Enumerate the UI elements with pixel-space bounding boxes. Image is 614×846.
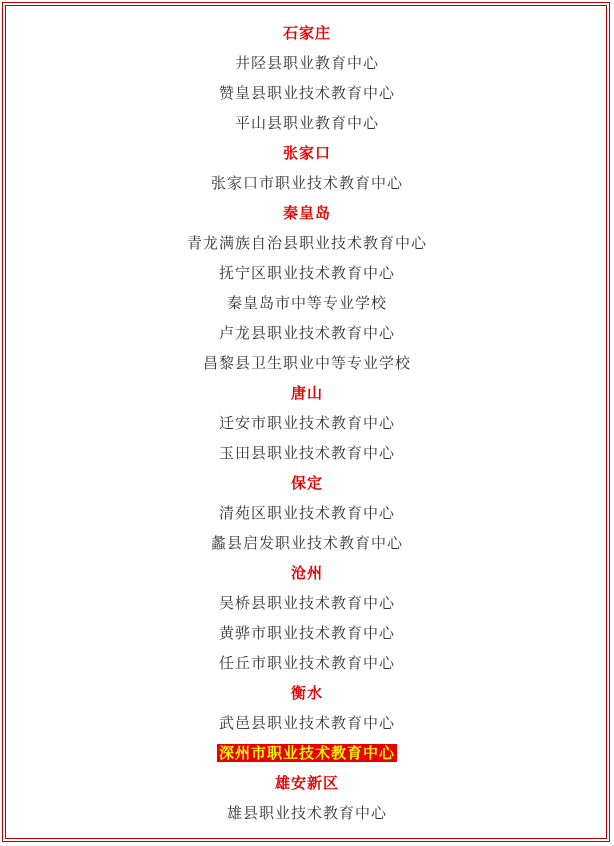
school-item: 玉田县职业技术教育中心: [218, 444, 395, 462]
school-item: 张家口市职业技术教育中心: [210, 174, 403, 192]
school-item: 井陉县职业教育中心: [234, 54, 379, 72]
city-heading: 秦皇岛: [282, 204, 331, 222]
highlighted-school-row: [0, 738, 614, 768]
school-item: 卢龙县职业技术教育中心: [218, 324, 395, 342]
school-item: 武邑县职业技术教育中心: [218, 714, 395, 732]
school-item: 蠡县启发职业技术教育中心: [210, 534, 403, 552]
school-item: 秦皇岛市中等专业学校: [226, 294, 387, 312]
city-heading: 保定: [290, 474, 323, 492]
city-heading: 张家口: [282, 144, 331, 162]
school-item: 赞皇县职业技术教育中心: [218, 84, 395, 102]
school-item: 抚宁区职业技术教育中心: [218, 264, 395, 282]
school-item: 黄骅市职业技术教育中心: [218, 624, 395, 642]
city-heading: 衡水: [290, 684, 323, 702]
city-heading: 石家庄: [282, 24, 331, 42]
city-heading: 雄安新区: [274, 774, 339, 792]
city-heading: 唐山: [290, 384, 323, 402]
school-item: 迁安市职业技术教育中心: [218, 414, 395, 432]
city-heading: 沧州: [290, 564, 323, 582]
school-list: [0, 18, 614, 828]
school-item: 青龙满族自治县职业技术教育中心: [186, 234, 427, 252]
school-item: 雄县职业技术教育中心: [226, 804, 387, 822]
school-item: 清苑区职业技术教育中心: [218, 504, 395, 522]
school-item: 吴桥县职业技术教育中心: [218, 594, 395, 612]
school-item: 昌黎县卫生职业中等专业学校: [202, 354, 411, 372]
school-item: 平山县职业教育中心: [234, 114, 379, 132]
highlighted-school-item: 深州市职业技术教育中心: [218, 744, 395, 762]
school-item: 任丘市职业技术教育中心: [218, 654, 395, 672]
